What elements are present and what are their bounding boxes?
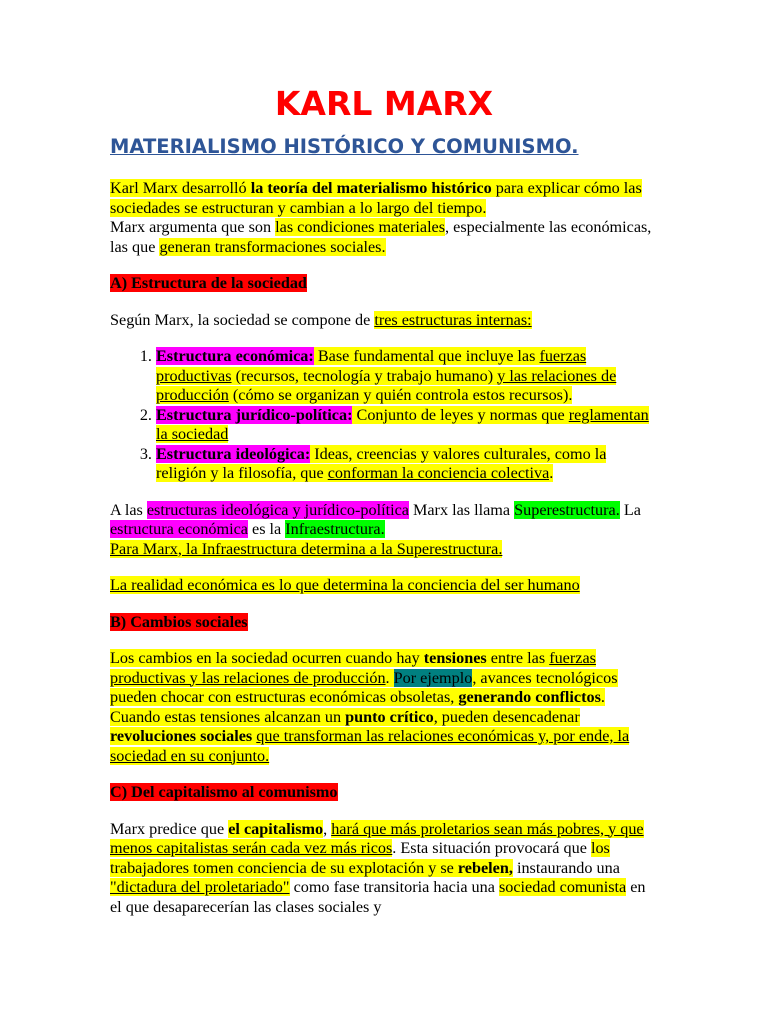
list-item-label: Estructura ideológica: bbox=[156, 444, 311, 463]
list-item-text: Conjunto de leyes y normas que bbox=[352, 405, 569, 424]
yellow-highlight: los trabajadores tomen conciencia de su explotación y se bbox=[110, 839, 610, 877]
list-item bbox=[156, 406, 658, 445]
lead-text: Según Marx, la sociedad se compone de bbox=[110, 310, 375, 329]
paragraph-text: , avances tecnológicos pueden chocar con estructuras económicas obsoletas, bbox=[110, 668, 618, 706]
bold-text: tensiones bbox=[423, 649, 487, 667]
section-heading: A) Estructura de la sociedad bbox=[110, 274, 307, 292]
section-heading: C) Del capitalismo al comunismo bbox=[110, 783, 338, 801]
paragraph-text: entre las bbox=[486, 649, 550, 667]
bold-text: punto crítico bbox=[345, 707, 434, 726]
paragraph-text: Los cambios en la sociedad ocurren cuando hay bbox=[110, 649, 424, 667]
section-a-lead bbox=[110, 311, 658, 331]
green-highlight: Superestructura. bbox=[514, 500, 620, 519]
paragraph-text: instaurando una bbox=[512, 858, 620, 877]
magenta-highlight: estructura económica bbox=[110, 520, 248, 538]
paragraph-text: , bbox=[323, 819, 332, 838]
yellow-highlight: Para Marx, la Infraestructura determina a la Superestructura. bbox=[110, 539, 503, 558]
bold-text: generando conflictos bbox=[458, 688, 601, 706]
intro-text: Marx argumenta que son bbox=[110, 218, 276, 236]
paragraph-text: . bbox=[385, 668, 394, 687]
underlined-text: "dictadura del proletariado" bbox=[110, 878, 290, 896]
section-b-heading bbox=[110, 613, 658, 633]
teal-highlight: Por ejemplo bbox=[393, 668, 473, 687]
intro-paragraph bbox=[110, 179, 658, 257]
magenta-highlight: estructuras ideológica y jurídico-política bbox=[146, 500, 409, 519]
list-item-text: . bbox=[549, 464, 554, 482]
document-subtitle: MATERIALISMO HISTÓRICO Y COMUNISMO. bbox=[110, 135, 579, 158]
underlined-text: hará que más proletarios sean más pobres, y que menos capitalistas serán cada vez más ricos bbox=[110, 819, 644, 857]
document-title: KARL MARX bbox=[274, 84, 494, 123]
section-a-heading bbox=[110, 274, 658, 294]
section-c-paragraph bbox=[110, 820, 658, 918]
paragraph-text: Marx las llama bbox=[408, 500, 515, 519]
section-heading: B) Cambios sociales bbox=[110, 612, 248, 631]
paragraph-text: . Cuando estas tensiones alcanzan un bbox=[110, 688, 605, 726]
bold-text: rebelen, bbox=[457, 858, 513, 877]
list-item-label: Estructura económica: bbox=[156, 347, 314, 365]
list-item-text: Base fundamental que incluye las bbox=[313, 347, 540, 365]
section-c-heading bbox=[110, 783, 658, 803]
paragraph-text: La bbox=[619, 500, 641, 519]
list-item-highlight: reglamentan la sociedad bbox=[156, 405, 649, 443]
document-body bbox=[110, 179, 658, 934]
underlined-text: fuerzas productivas y las relaciones de producción bbox=[110, 649, 596, 687]
bold-text: el capitalismo bbox=[228, 819, 324, 838]
intro-text: para explicar cómo las sociedades se estructuran y cambian a lo largo del tiempo. bbox=[110, 179, 642, 217]
list-item-label: Estructura jurídico-política: bbox=[156, 405, 353, 424]
intro-text: Karl Marx desarrolló bbox=[110, 179, 251, 197]
paragraph-text: A las bbox=[110, 500, 147, 519]
yellow-highlight: La realidad económica es lo que determina la conciencia del ser humano bbox=[110, 576, 580, 594]
paragraph-text: , pueden desencadenar bbox=[433, 707, 580, 726]
list-item-highlight: fuerzas productivas bbox=[156, 347, 587, 385]
list-item-text: (recursos, tecnología y trabajo humano) bbox=[231, 366, 498, 385]
list-item-text: Ideas, creencias y valores culturales, como la religión y la filosofía, que bbox=[156, 444, 607, 482]
superstructure-paragraph bbox=[110, 501, 658, 560]
yellow-highlight: sociedad comunista bbox=[498, 878, 627, 896]
paragraph-text: es la bbox=[247, 520, 286, 538]
intro-highlight: las condiciones materiales bbox=[275, 218, 446, 236]
paragraph-text: . Esta situación provocará que bbox=[392, 839, 591, 857]
intro-text: , especialmente las económicas, las que bbox=[110, 218, 652, 256]
list-item-highlight: conforman la conciencia colectiva bbox=[327, 464, 550, 482]
underlined-text: que transforman las relaciones económicas y, por ende, la sociedad en su conjunto. bbox=[110, 727, 630, 765]
paragraph-text: como fase transitoria hacia una bbox=[289, 878, 499, 896]
intro-theory-text: la teoría del materialismo histórico bbox=[250, 179, 492, 197]
economic-reality-paragraph bbox=[110, 576, 658, 596]
green-highlight: Infraestructura. bbox=[285, 520, 385, 538]
bold-text: revoluciones sociales bbox=[110, 727, 253, 745]
paragraph-text: en el que desaparecerían las clases sociales y bbox=[110, 878, 646, 916]
paragraph-text: Marx predice que bbox=[110, 819, 229, 838]
lead-highlight: tres estructuras internas: bbox=[374, 310, 532, 329]
section-b-paragraph bbox=[110, 649, 658, 766]
list-item-text: (cómo se organizan y quién controla estos recursos). bbox=[228, 386, 573, 404]
list-item bbox=[156, 445, 658, 484]
structures-list bbox=[110, 347, 658, 484]
list-item-highlight: y las relaciones de producción bbox=[156, 366, 617, 404]
intro-highlight: generan transformaciones sociales. bbox=[159, 237, 386, 256]
list-item bbox=[156, 347, 658, 406]
